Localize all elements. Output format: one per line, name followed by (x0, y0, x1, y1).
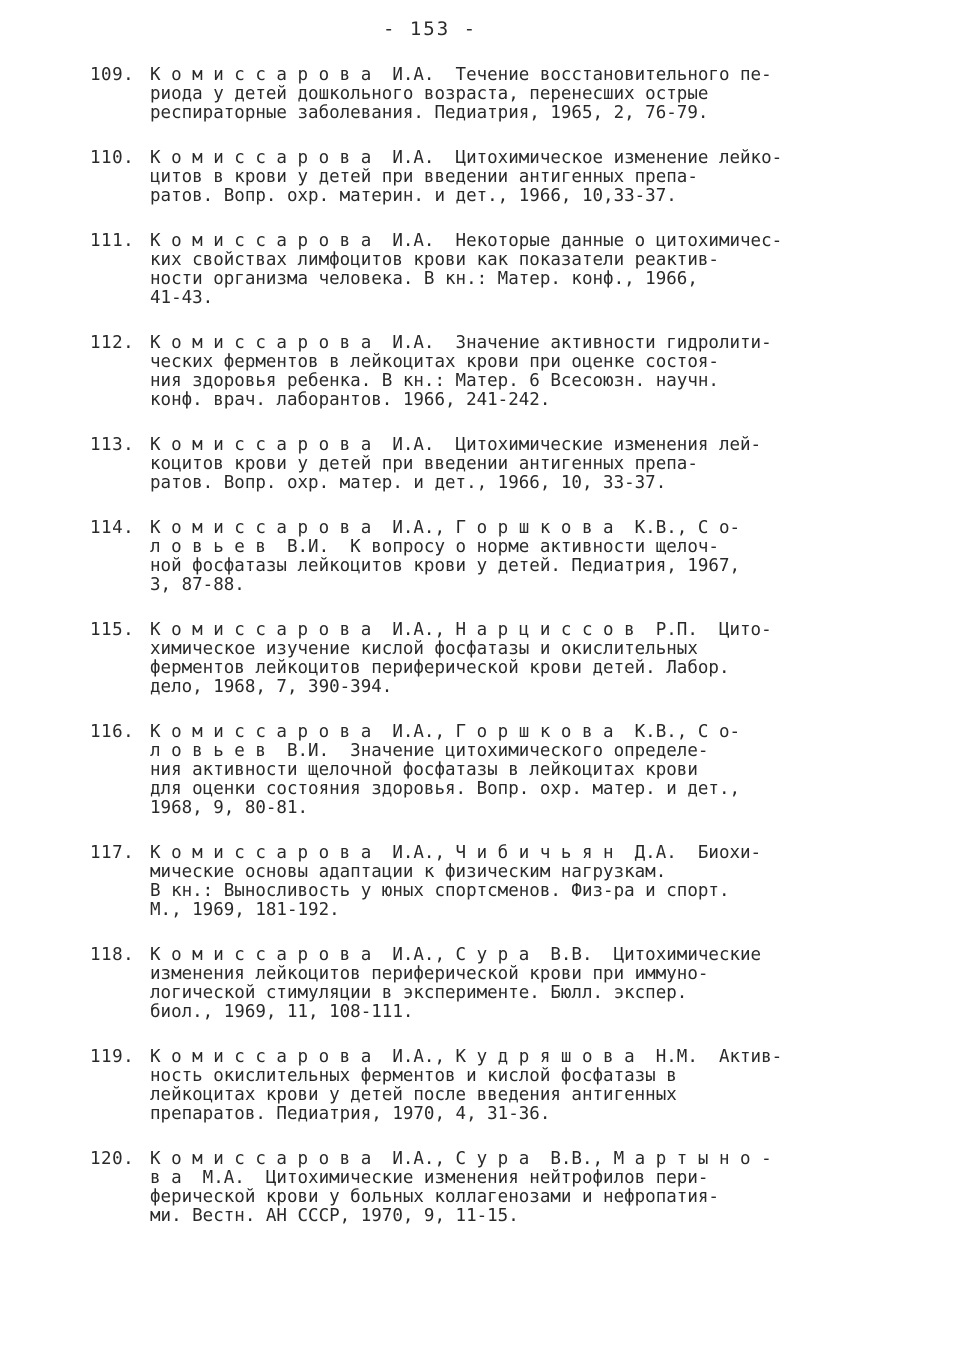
bibliography-entry (90, 232, 890, 308)
entry-text: К о м и с с а р о в а И.А. Течение восстановительного пе- риода у детей дошкольного возраста, перенесших острые респираторные заболевания. Педиатрия, 1965, 2, 76-79. (150, 65, 772, 123)
entry-number: 113. (90, 435, 135, 455)
bibliography-entry (90, 436, 890, 493)
entry-number: 120. (90, 1149, 135, 1169)
entry-number: 114. (90, 518, 135, 538)
entry-number: 119. (90, 1047, 135, 1067)
entry-text: К о м и с с а р о в а И.А., Г о р ш к о в а К.В., С о- л о в ь е в В.И. К вопросу о норме активности щелоч- ной фосфатазы лейкоцитов крови у детей. Педиатрия, 1967, 3, 87-88. (150, 518, 741, 595)
bibliography-entry (90, 723, 890, 818)
entry-text: К о м и с с а р о в а И.А., Н а р ц и с с о в Р.П. Цито- химическое изучение кислой фосфатазы и окислительных ферментов лейкоцитов периферической крови детей. Лабор. дело, 1968, 7, 390-394. (150, 620, 772, 697)
entry-text: К о м и с с а р о в а И.А., К у д р я ш о в а Н.М. Актив- ность окислительных ферментов и кислой фосфатазы в лейкоцитах крови у детей после введения антигенных препаратов. Педиатрия, 1970, 4, 31-36. (150, 1047, 783, 1124)
bibliography-entry (90, 519, 890, 595)
entry-number: 112. (90, 333, 135, 353)
entry-text: К о м и с с а р о в а И.А., С у р а В.В., М а р т ы н о - в а М.А. Цитохимические изменения нейтрофилов пери- ферической крови у больных коллагенозами и нефропатия- ми. Вестн. АН СССР, 1970, 9, 11-15. (150, 1149, 772, 1226)
entry-number: 110. (90, 148, 135, 168)
entry-number: 115. (90, 620, 135, 640)
bibliography-entry (90, 66, 890, 123)
bibliography-entry (90, 946, 890, 1022)
entry-text: К о м и с с а р о в а И.А., Г о р ш к о в а К.В., С о- л о в ь е в В.И. Значение цитохимического определе- ния активности щелочной фосфатазы в лейкоцитах крови для оценки состояния здоровья. Вопр. охр. матер. и дет., 1968, 9, 80-81. (150, 722, 741, 818)
entry-text: К о м и с с а р о в а И.А., Ч и б и ч ь я н Д.А. Биохи- мические основы адаптации к физическим нагрузкам. В кн.: Выносливость у юных спортсменов. Физ-ра и спорт. М., 1969, 181-192. (150, 843, 762, 920)
entry-number: 118. (90, 945, 135, 965)
entry-text: К о м и с с а р о в а И.А. Некоторые данные о цитохимичес- ких свойствах лимфоцитов крови как показатели реактив- ности организма человека. В кн.: Матер. конф., 1966, 41-43. (150, 231, 783, 308)
entry-text: К о м и с с а р о в а И.А., С у р а В.В. Цитохимические изменения лейкоцитов периферической крови при иммуно- логической стимуляции в эксперименте. Бюлл. экспер. биол., 1969, 11, 108-111. (150, 945, 762, 1022)
entry-number: 117. (90, 843, 135, 863)
bibliography-entry (90, 1048, 890, 1124)
entry-text: К о м и с с а р о в а И.А. Значение активности гидролити- ческих ферментов в лейкоцитах крови при оценке состоя- ния здоровья ребенка. В кн.: Матер. 6 Всесоюзн. научн. конф. врач. лаборантов. 1966, 241-242. (150, 333, 772, 410)
entry-text: К о м и с с а р о в а И.А. Цитохимическое изменение лейко- цитов в крови у детей при введении антигенных препа- ратов. Вопр. охр. материн. и дет., 1966, 10,33-37. (150, 148, 783, 206)
entry-number: 109. (90, 65, 135, 85)
bibliography-entry (90, 1150, 890, 1226)
bibliography-entry (90, 621, 890, 697)
bibliography-list (90, 66, 890, 1252)
bibliography-entry (90, 149, 890, 206)
bibliography-entry (90, 844, 890, 920)
bibliography-entry (90, 334, 890, 410)
page-number: - 153 - (382, 18, 478, 40)
entry-text: К о м и с с а р о в а И.А. Цитохимические изменения лей- коцитов крови у детей при введении антигенных препа- ратов. Вопр. охр. матер. и дет., 1966, 10, 33-37. (150, 435, 762, 493)
entry-number: 116. (90, 722, 135, 742)
entry-number: 111. (90, 231, 135, 251)
